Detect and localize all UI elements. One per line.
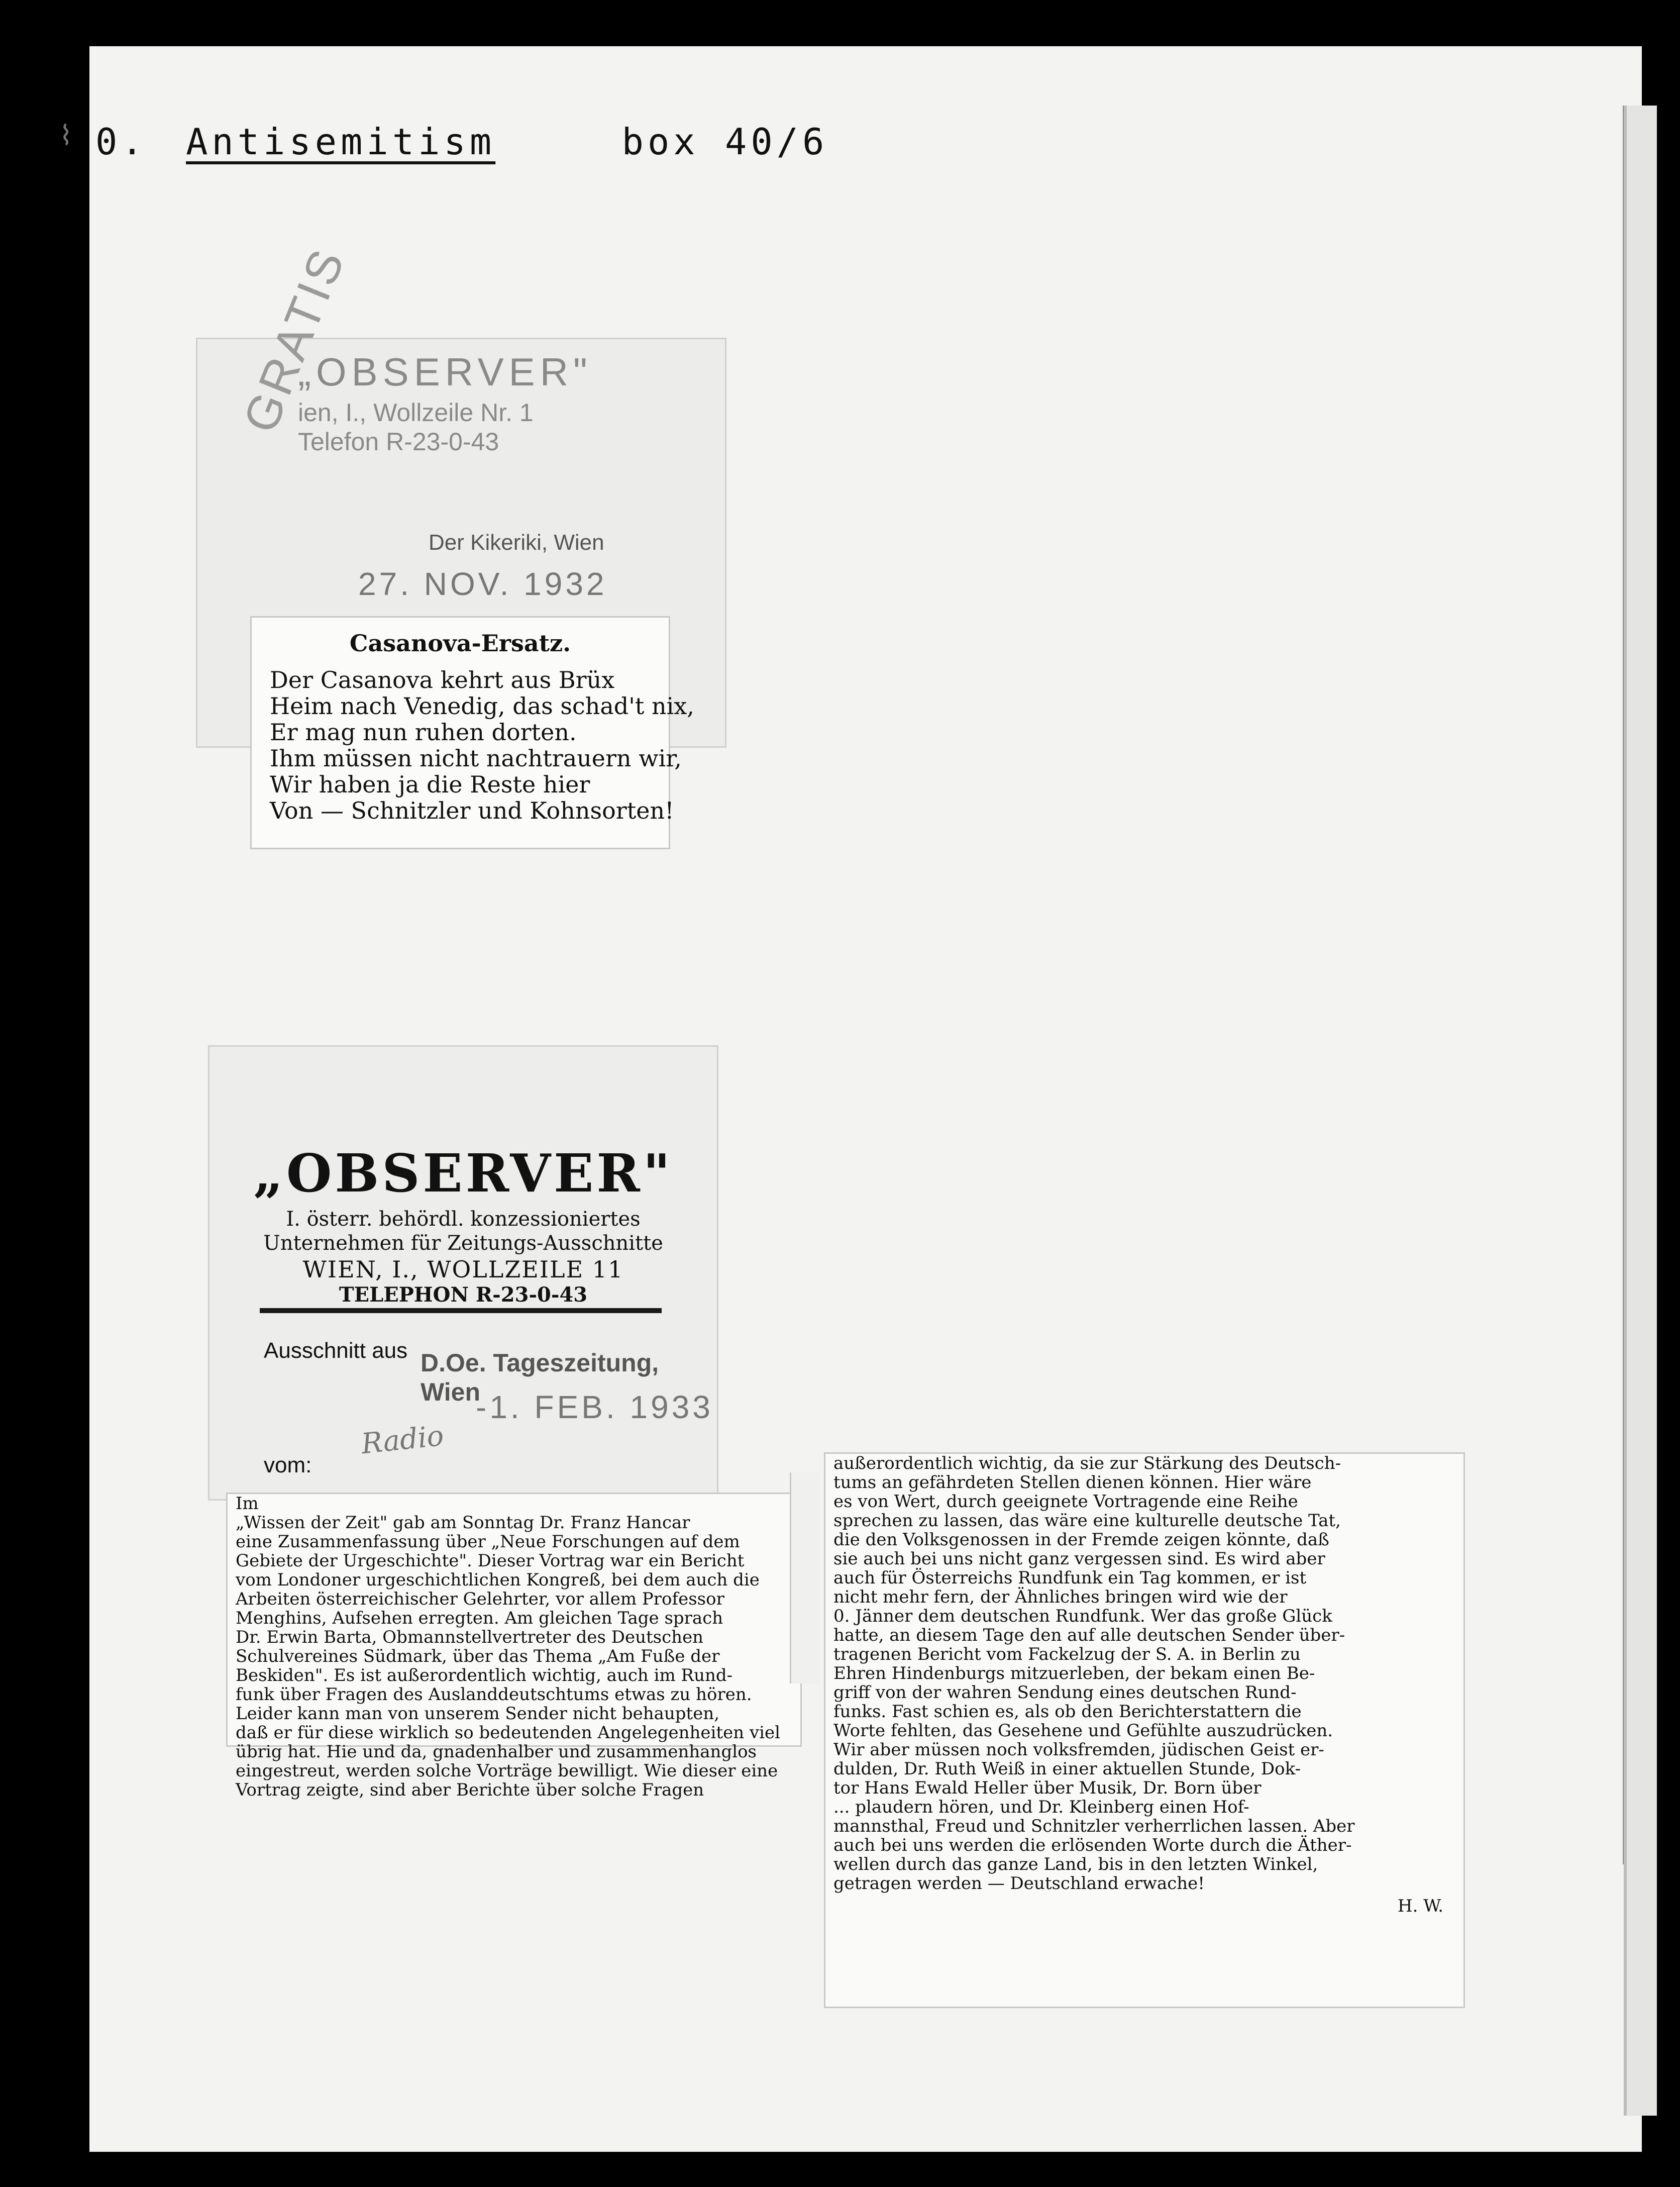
article-column-left xyxy=(226,1493,802,1800)
poem-line: Von — Schnitzler und Kohnsorten! xyxy=(270,797,674,824)
poem-line: Er mag nun ruhen dorten. xyxy=(270,719,577,746)
article-line: es von Wert, durch geeignete Vortragende eine Reihe xyxy=(833,1492,1298,1512)
ausschnitt-label: Ausschnitt aus xyxy=(264,1338,408,1363)
article-line: Worte fehlten, das Gesehene und Gefühlte auszudrücken. xyxy=(833,1721,1333,1741)
stamp-phone: Telefon R-23-0-43 xyxy=(298,428,499,456)
poem-line: Wir haben ja die Reste hier xyxy=(270,771,590,798)
article-line: Wir aber müssen noch volksfremden, jüdischen Geist er- xyxy=(833,1740,1324,1760)
article-line: die den Volksgenossen in der Fremde zeigen könnte, daß xyxy=(833,1530,1329,1550)
article-line: sprechen zu lassen, das wäre eine kulturelle deutsche Tat, xyxy=(833,1511,1341,1531)
poem-line: Heim nach Venedig, das schad't nix, xyxy=(270,692,694,720)
gratis-stamp: GRATIS xyxy=(233,240,356,440)
topic-title: Antisemitism xyxy=(186,121,496,163)
article-line: eine Zusammenfassung über „Neue Forschungen auf dem xyxy=(236,1532,740,1552)
box-number: box 40/6 xyxy=(621,121,828,163)
article-line: Im xyxy=(236,1494,259,1514)
observer-line-2: Unternehmen für Zeitungs-Ausschnitte xyxy=(263,1232,663,1255)
article-line: Vortrag zeigte, sind aber Berichte über solche Fragen xyxy=(236,1780,704,1800)
observer-stamp xyxy=(298,349,592,456)
article-line: tums an gefährdeten Stellen dienen können. Hier wäre xyxy=(833,1472,1312,1493)
divider xyxy=(260,1308,662,1313)
clipping-date: -1. FEB. 1933 xyxy=(476,1389,713,1425)
observer-phone: TELEPHON R-23-0-43 xyxy=(339,1283,588,1307)
article-line: auch für Österreichs Rundfunk ein Tag kommen, er ist xyxy=(833,1568,1307,1588)
poem-clipping xyxy=(250,616,694,849)
article-line: Schulvereines Südmark, über das Thema „Am Fuße der xyxy=(236,1646,720,1666)
stamp-address: ien, I., Wollzeile Nr. 1 xyxy=(298,399,534,427)
article-line: wellen durch das ganze Land, bis in den letzten Winkel, xyxy=(833,1854,1318,1874)
article-line: mannsthal, Freud und Schnitzler verherrlichen lassen. Aber xyxy=(833,1816,1355,1836)
article-column-right xyxy=(824,1452,1465,2008)
article-line: „Wissen der Zeit" gab am Sonntag Dr. Franz Hancar xyxy=(236,1513,690,1533)
poem-title: Casanova-Ersatz. xyxy=(349,630,571,657)
section-number: 0. xyxy=(95,121,147,163)
handwritten-note: Radio xyxy=(360,1419,446,1461)
article-line: auch bei uns werden die erlösenden Worte durch die Äther- xyxy=(833,1835,1352,1855)
article-line: Leider kann man von unserem Sender nicht behaupten, xyxy=(236,1704,720,1724)
observer-slip-2 xyxy=(208,1045,718,1501)
article-line: funk über Fragen des Auslanddeutschtums etwas zu hören. xyxy=(236,1684,752,1705)
stamp-name: „OBSERVER" xyxy=(298,350,592,394)
article-line: griff von der wahren Sendung eines deutschen Rund- xyxy=(833,1682,1297,1703)
article-line: Ehren Hindenburgs mitzuerleben, der bekam einen Be- xyxy=(833,1663,1315,1683)
article-line: außerordentlich wichtig, da sie zur Stärkung des Deutsch- xyxy=(833,1453,1341,1473)
article-line: ... plaudern hören, und Dr. Kleinberg einen Hof- xyxy=(833,1797,1249,1817)
poem-line: Ihm müssen nicht nachtrauern wir, xyxy=(270,745,682,772)
article-line: daß er für diese wirklich so bedeutenden Angelegenheiten viel xyxy=(236,1723,780,1743)
article-line: nicht mehr fern, der Ähnliches bringen wird wie der xyxy=(833,1587,1288,1607)
article-line: Dr. Erwin Barta, Obmannstellvertreter des Deutschen xyxy=(236,1627,704,1647)
article-line: übrig hat. Hie und da, gnadenhalber und zusammenhanglos xyxy=(236,1742,757,1762)
page-edge xyxy=(1624,106,1657,2116)
article-line: getragen werden — Deutschland erwache! xyxy=(833,1873,1205,1894)
article-line: hatte, an diesem Tage den auf alle deutschen Sender über- xyxy=(833,1625,1345,1645)
source-newspaper: D.Oe. Tageszeitung, Wien xyxy=(421,1349,659,1406)
article-line: tragenen Bericht vom Fackelzug der S. A. in Berlin zu xyxy=(833,1644,1301,1664)
observer-title: „OBSERVER" xyxy=(253,1142,673,1204)
article-line: eingestreut, werden solche Vorträge bewilligt. Wie dieser eine xyxy=(236,1761,778,1781)
article-line: Menghins, Aufsehen erregten. Am gleichen Tage sprach xyxy=(236,1608,723,1628)
article-line: 0. Jänner dem deutschen Rundfunk. Wer das große Glück xyxy=(833,1606,1332,1626)
article-line: Arbeiten österreichischer Gelehrter, vor allem Professor xyxy=(236,1589,724,1609)
article-strip xyxy=(790,1472,820,1683)
article-line: dulden, Dr. Ruth Weiß in einer aktuellen Stunde, Dok- xyxy=(833,1759,1301,1779)
clipping-date: 27. NOV. 1932 xyxy=(358,566,607,602)
poem-line: Der Casanova kehrt aus Brüx xyxy=(270,666,615,693)
article-signature: H. W. xyxy=(1397,1896,1443,1916)
article-line: funks. Fast schien es, als ob den Berichterstattern die xyxy=(833,1702,1302,1722)
observer-line-1: I. österr. behördl. konzessioniertes xyxy=(286,1208,641,1231)
observer-address: WIEN, I., WOLLZEILE 11 xyxy=(302,1256,624,1283)
article-line: Gebiete der Urgeschichte". Dieser Vortrag war ein Bericht xyxy=(236,1551,745,1571)
article-line: vom Londoner urgeschichtlichen Kongreß, bei dem auch die xyxy=(236,1570,760,1590)
folder-header xyxy=(95,121,828,176)
article-line: Beskiden". Es ist außerordentlich wichtig, auch im Rund- xyxy=(236,1665,733,1685)
article-line: tor Hans Ewald Heller über Musik, Dr. Born über xyxy=(833,1778,1262,1798)
source-newspaper: Der Kikeriki, Wien xyxy=(429,530,604,555)
paperclip-icon: ⌇ xyxy=(59,120,73,151)
article-line: sie auch bei uns nicht ganz vergessen sind. Es wird aber xyxy=(833,1549,1325,1569)
vom-label: vom: xyxy=(264,1453,312,1477)
